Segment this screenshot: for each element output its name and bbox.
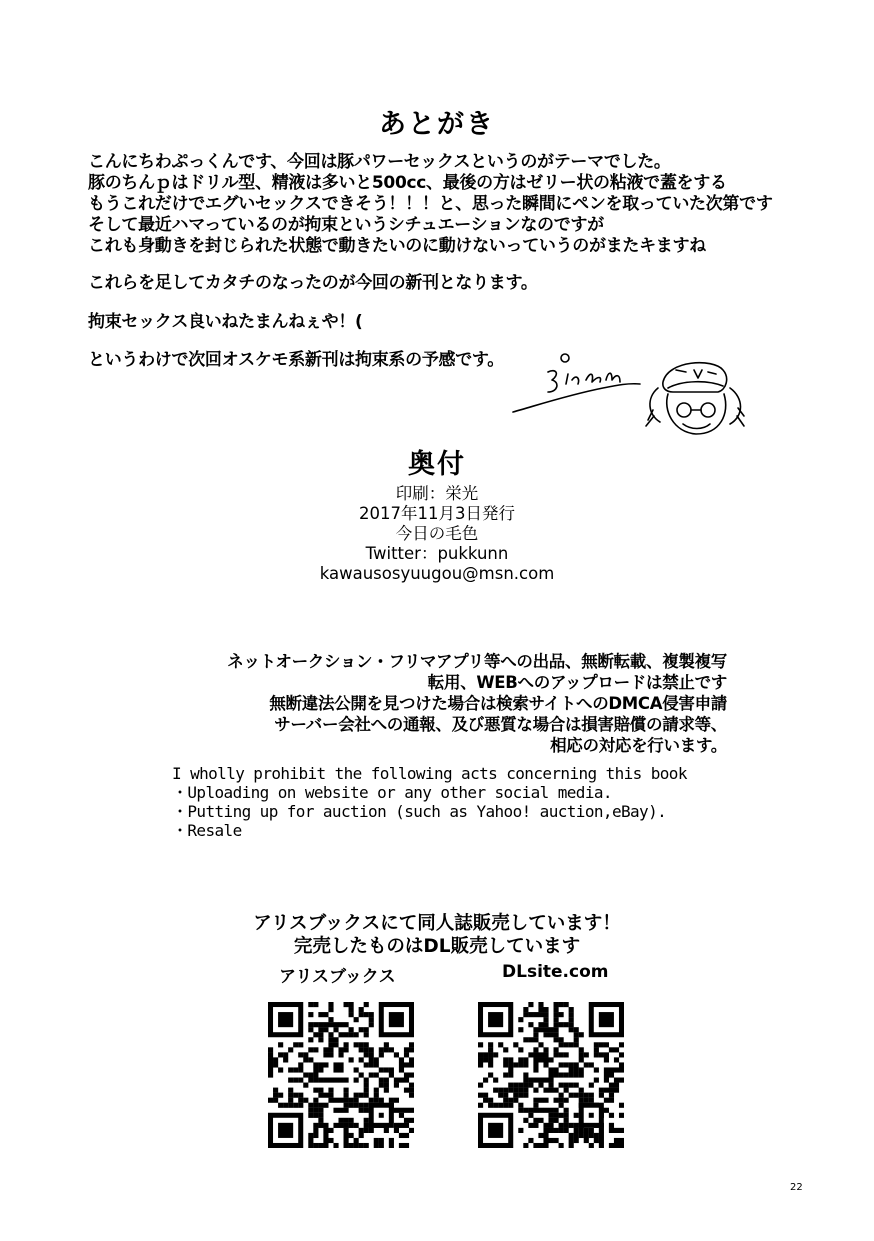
printer-text: 印刷：栄光: [395, 484, 479, 503]
colophon-title: 奥付: [408, 449, 466, 480]
afterword-line: もうこれだけでエグいセックスできそう！！！と、思った瞬間にペンを取っていた次第です: [88, 194, 773, 214]
copyright-notice-jp: [120, 651, 727, 756]
alice-books-qr-code[interactable]: [268, 1002, 414, 1148]
afterword-title: あとがき: [379, 109, 495, 140]
afterword-body: [88, 152, 788, 371]
notice-line: ・Putting up for auction (such as Yahoo! auction,eBay).: [172, 802, 667, 821]
notice-line: 相応の対応を行います。: [550, 736, 727, 755]
notice-line: I wholly prohibit the following acts concerning this book: [172, 764, 687, 783]
notice-line: サーバー会社への通報、及び悪質な場合は損害賠償の請求等、: [274, 715, 727, 734]
twitter-handle: Twitter：pukkunn: [365, 544, 509, 563]
notice-line: ・Uploading on website or any other social media.: [172, 783, 612, 802]
afterword-line: これらを足してカタチのなったのが今回の新刊となります。: [88, 273, 538, 293]
shop-line: アリスブックスにて同人誌販売しています！: [253, 913, 621, 934]
author-signature-drawing: [508, 350, 758, 450]
email-address: kawausosyuugou@msn.com: [319, 564, 555, 583]
dlsite-label: DLsite.com: [502, 962, 609, 982]
circle-name: 今日の毛色: [395, 524, 479, 543]
page-number: 22: [790, 1182, 803, 1193]
notice-line: ・Resale: [172, 821, 242, 840]
afterword-line: そして最近ハマっているのが拘束というシチュエーションなのですが: [88, 215, 604, 235]
notice-line: 転用、WEBへのアップロードは禁止です: [427, 673, 727, 692]
shop-line: 完売したものはDL販売しています: [293, 936, 581, 957]
afterword-line: というわけで次回オスケモ系新刊は拘束系の予感です。: [88, 350, 504, 370]
afterword-line: 拘束セックス良いねたまんねぇや！(: [88, 312, 363, 332]
afterword-line: これも身動きを封じられた状態で動きたいのに動けないっていうのがまたキますね: [88, 236, 706, 256]
shop-announcement: [0, 912, 874, 958]
dlsite-qr-code[interactable]: [478, 1002, 624, 1148]
copyright-notice-en: [172, 764, 792, 840]
publish-date: 2017年11月3日発行: [359, 504, 515, 523]
afterword-line: こんにちわぷっくんです、今回は豚パワーセックスというのがテーマでした。: [88, 152, 671, 172]
colophon-info: [0, 484, 874, 584]
notice-line: ネットオークション・フリマアプリ等への出品、無断転載、複製複写: [227, 652, 727, 671]
alice-books-label: アリスブックス: [279, 967, 396, 987]
notice-line: 無断違法公開を見つけた場合は検索サイトへのDMCA侵害申請: [269, 694, 727, 713]
afterword-line: 豚のちんｐはドリル型、精液は多いと500cc、最後の方はゼリー状の粘液で蓋をする: [88, 173, 727, 193]
